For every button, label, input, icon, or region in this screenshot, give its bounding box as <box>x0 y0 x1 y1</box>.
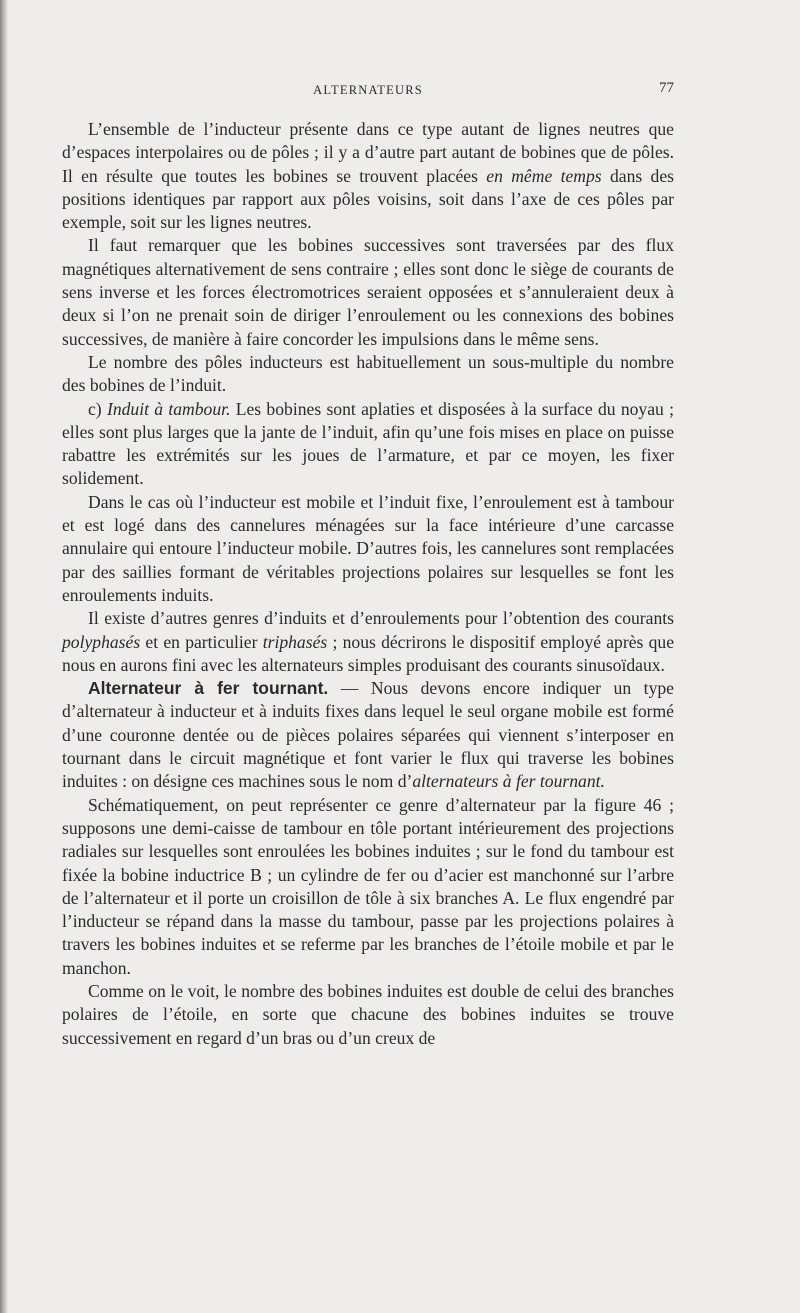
paragraph: Il faut remarquer que les bobines successives sont traversées par des flux magnétiques alternativement de sens contraire ; elles sont donc le siège de courants de sens inverse et les forces électromotrices seraient opposées et s’annuleraient deux à deux si l’on ne prenait soin de diriger l’enroulement ou les connexions des bobines successives, de manière à faire concorder les impulsions dans le même sens. <box>62 235 674 349</box>
emphasis: triphasés <box>262 631 328 652</box>
text-run: dans des positions identiques par rapport aux pôles voisins, soit dans l’axe de ces pôles par exemple, soit sur les lignes neutres. <box>62 165 674 233</box>
section-title: Alternateur à fer tournant. <box>88 678 329 699</box>
subsection-title: Induit à tambour. <box>106 398 231 419</box>
page-header <box>62 80 674 102</box>
emphasis: alternateurs à fer tournant. <box>412 771 605 792</box>
paragraph <box>62 118 674 234</box>
text-run: ; nous décrirons le dispositif employé après que nous en aurons fini avec les alternateurs simples produisant des courants sinusoïdaux. <box>62 631 674 675</box>
text-run: L’ensemble de l’inducteur présente dans ce type autant de lignes neutres que d’espaces interpolaires ou de pôles ; il y a d’autre part autant de bobines que de pôles. Il en résulte que toutes les bobines se trouvent placées <box>62 119 674 186</box>
page-edge <box>0 0 8 1313</box>
paragraph <box>62 607 674 677</box>
paragraph <box>62 677 674 793</box>
paragraph: Dans le cas où l’inducteur est mobile et l’induit fixe, l’enroulement est à tambour et est logé dans des cannelures ménagées sur la face intérieure d’une carcasse annulaire qui entoure l’inducteur mobile. D’autres fois, les cannelures sont remplacées par des saillies formant de véritables projections polaires sur lesquelles se font les enroulements induits. <box>62 491 674 605</box>
paragraph: Comme on le voit, le nombre des bobines induites est double de celui des branches polaires de l’étoile, en sorte que chacune des bobines induites se trouve successivement en regard d’un bras ou d’un creux de <box>62 980 674 1048</box>
page-number: 77 <box>659 80 674 96</box>
list-label: c) <box>88 398 107 419</box>
paragraph <box>62 398 674 491</box>
paragraph: Le nombre des pôles inducteurs est habituellement un sous-multiple du nombre des bobines de l’induit. <box>62 351 674 396</box>
text-run: Les bobines sont aplaties et disposées à la surface du noyau ; elles sont plus larges que la jante de l’induit, afin qu’une fois mises en place on puisse rabattre les extrémités sur les joues de l’armature, et par ce moyen, les fixer solidement. <box>62 398 675 489</box>
text-run: et en particulier <box>140 631 263 652</box>
emphasis: en même temps <box>486 165 602 186</box>
text-run: — Nous devons encore indiquer un type d’alternateur à inducteur et à induits fixes dans lequel le seul organe mobile est formé d’une couronne dentée ou de pièces polaires séparées qui viennent s’interposer en tournant dans le circuit magnétique et font varier le flux qui traverse les bobines induites : on désigne ces machines sous le nom d’ <box>62 678 674 792</box>
body-text <box>62 118 674 1050</box>
text-run: Il existe d’autres genres d’induits et d’enroulements pour l’obtention des courants <box>88 608 674 629</box>
running-title: ALTERNATEURS <box>313 83 423 97</box>
paragraph: Schématiquement, on peut représenter ce genre d’alternateur par la figure 46 ; supposons une demi-caisse de tambour en tôle portant intérieurement des projections radiales sur lesquelles sont enroulées les bobines induites ; sur le fond du tambour est fixée la bobine inductrice B ; un cylindre de fer ou d’acier est manchonné sur l’arbre de l’alternateur et il porte un croisillon de tôle à six branches A. Le flux engendré par l’inducteur se répand dans la masse du tambour, passe par les projections polaires à travers les bobines induites et se referme par les branches de l’étoile mobile et par le manchon. <box>62 794 674 978</box>
emphasis: polyphasés <box>62 631 141 652</box>
